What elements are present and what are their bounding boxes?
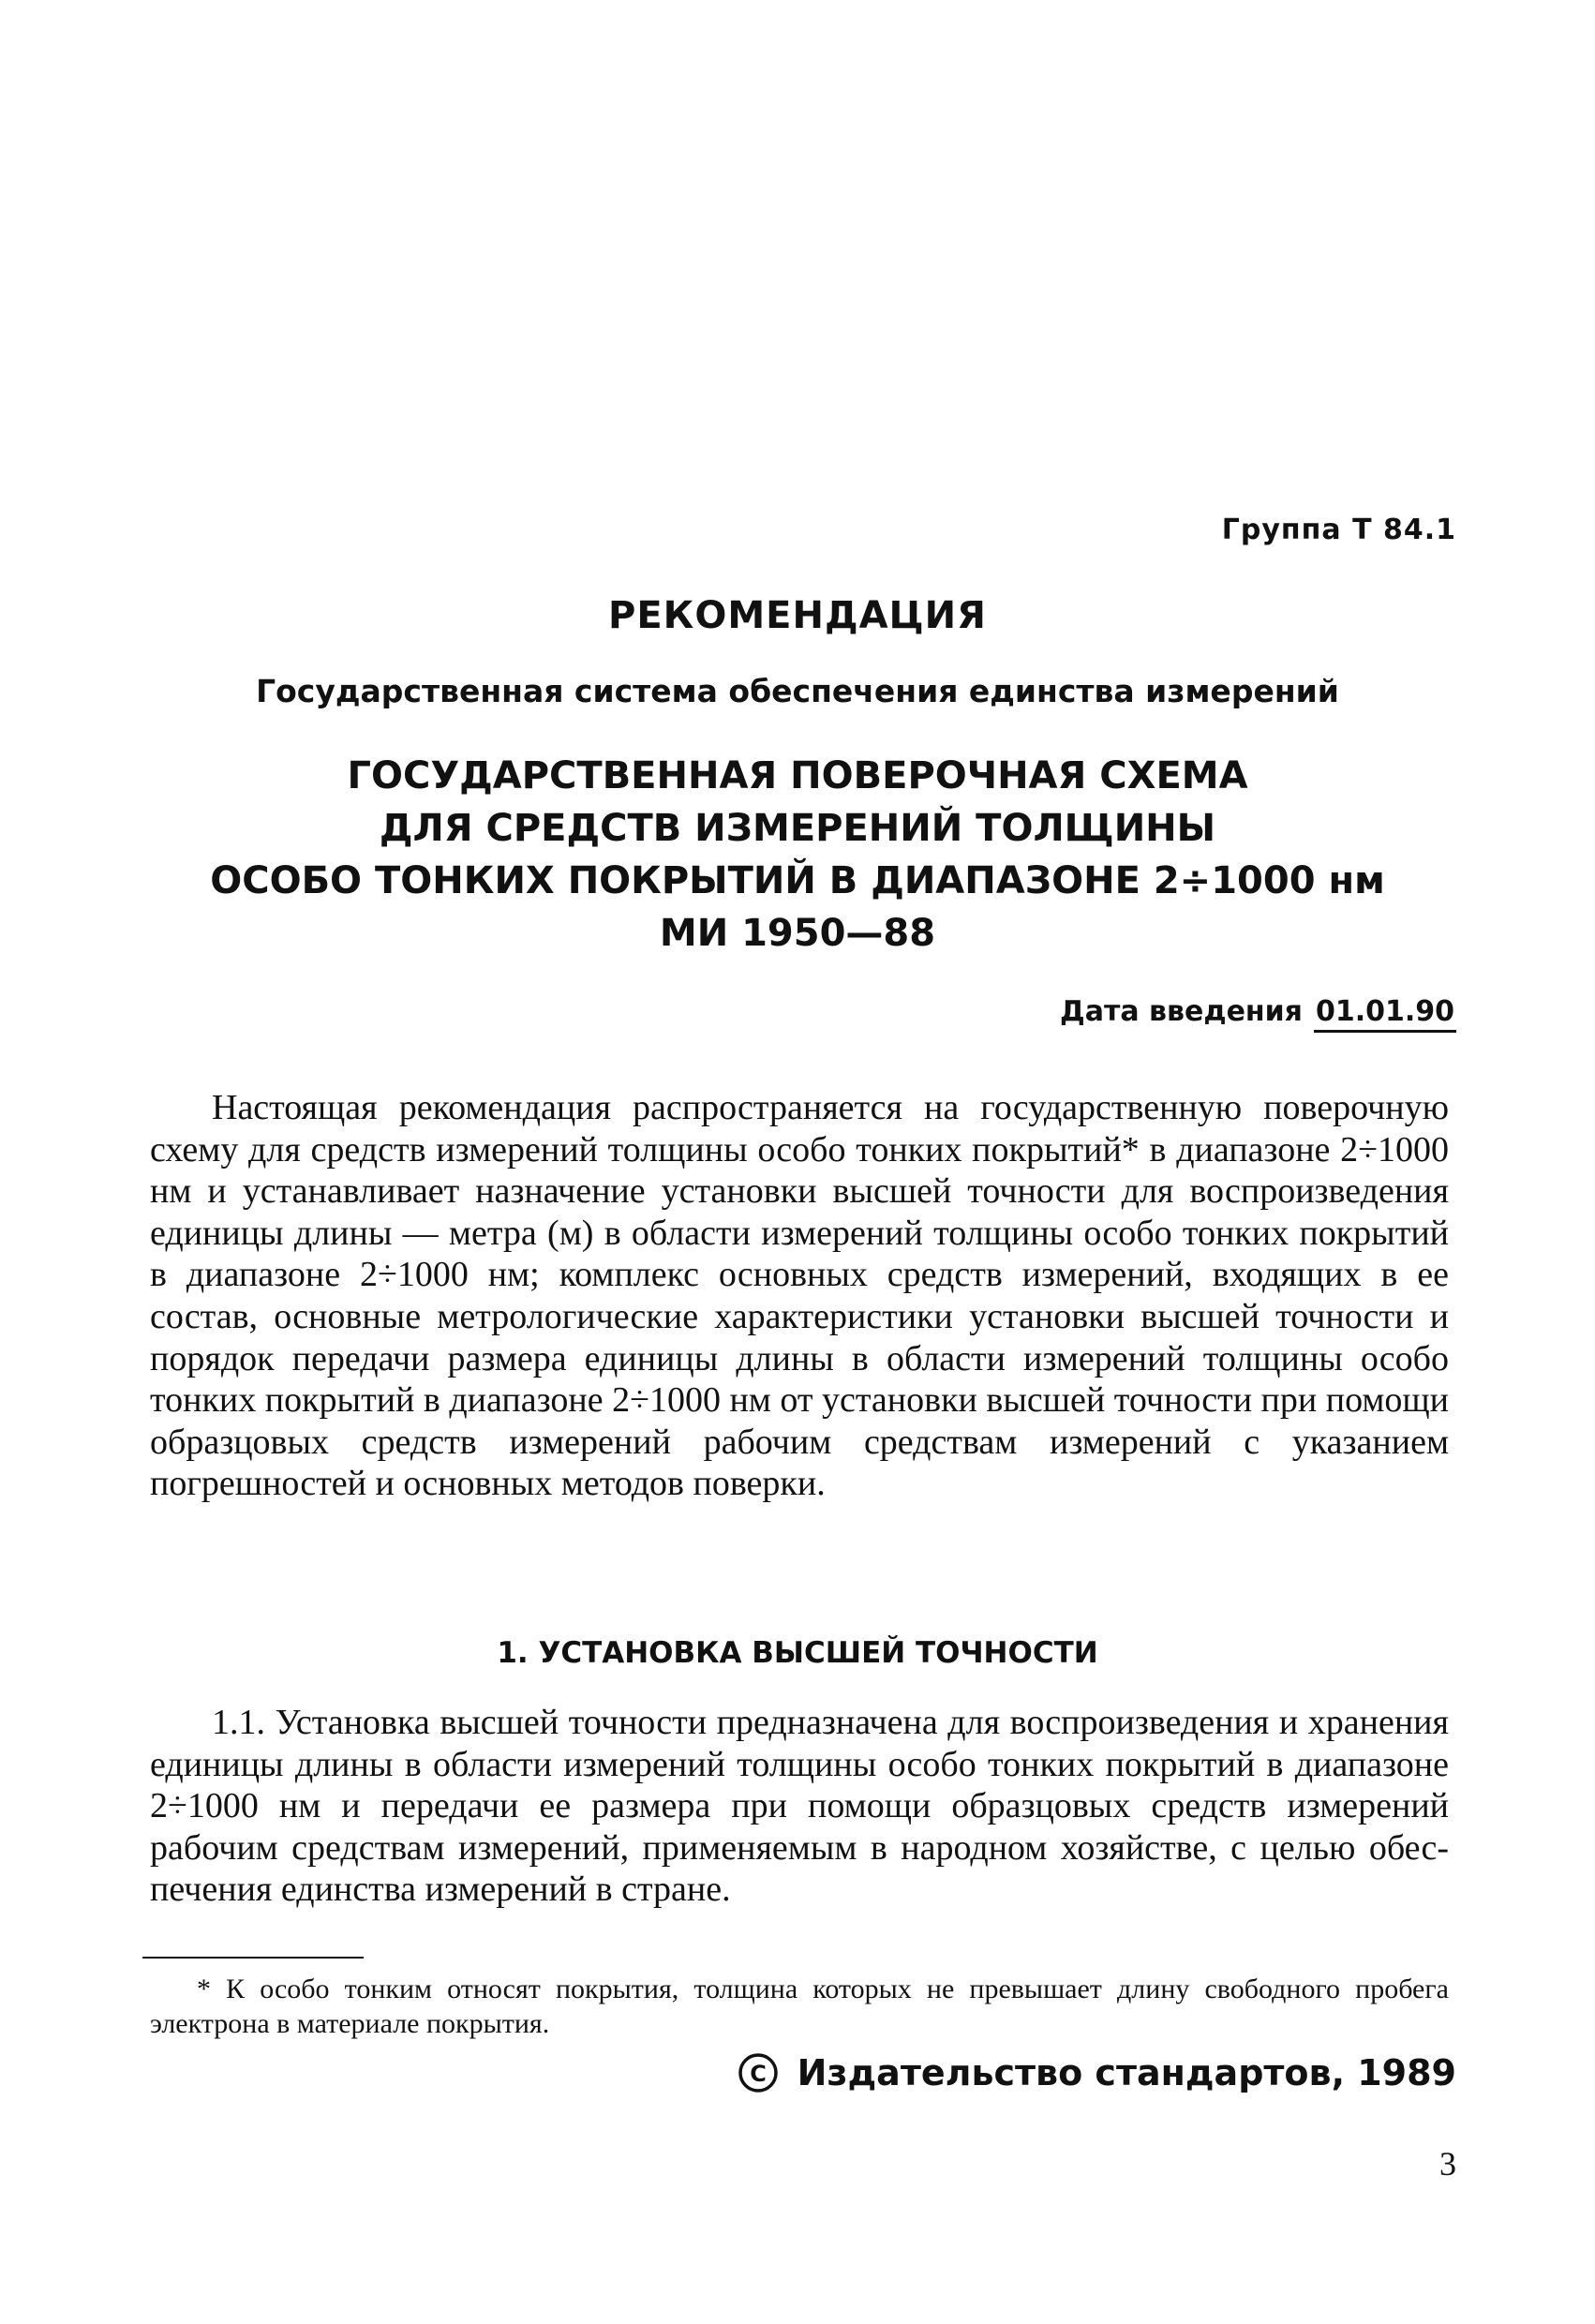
system-name: Государственная система обеспечения единства измерений [256, 673, 1339, 709]
title-line: ДЛЯ СРЕДСТВ ИЗМЕРЕНИЙ ТОЛЩИНЫ [379, 807, 1216, 850]
footnote: * К особо тонким относят покрытия, толщина которых не превышает длину свободного пробега электрона в материале покрытия. [150, 1974, 1449, 2039]
document-number: МИ 1950—88 [659, 912, 936, 955]
intro-paragraph: Настоящая рекомендация распространяется на государственную поверочную схему для средств измерений толщины особо тонких покрытий* в диапазоне 2÷1000 нм и устанавливает назначение установки высшей точности для воспроизведения единицы длины — метра (м) в области измерений толщины особо тонких покрытий в диапазоне 2÷1000 нм; комплекс основных средств измерений, входящих в ее состав, основные метрологические характеристики установки высшей точности и порядок передачи размера единицы длины в области измерений толщины особо тонких покрытий в диапазоне 2÷1000 нм от установки высшей точности при помощи образцовых средств измерений рабочим средствам измерений с указанием погрешностей и основных методов поверки. [150, 1088, 1449, 1504]
document-title [0, 750, 1595, 960]
page-number: 3 [1439, 2145, 1456, 2182]
copyright-icon [738, 2052, 779, 2093]
clause-paragraph: 1.1. Установка высшей точности предназначена для воспроизведения и хранения единицы длины в области измерений толщины особо тонких покрытий в диапазоне 2÷1000 нм и передачи ее размера при помощи образцовых средств измерений рабочим средствам измерений, применяемым в народном хозяйстве, с целью обеспечения единства измерений в стране. [150, 1703, 1449, 1910]
intro-date-label: Дата введения [1060, 995, 1303, 1028]
footnote-divider [142, 1957, 364, 1959]
title-line: ГОСУДАРСТВЕННАЯ ПОВЕРОЧНАЯ СХЕМА [347, 754, 1248, 797]
copyright-notice [738, 2052, 1456, 2093]
introduction-date [1060, 995, 1456, 1028]
section-heading: 1. УСТАНОВКА ВЫСШЕЙ ТОЧНОСТИ [497, 1636, 1098, 1670]
intro-date-value: 01.01.90 [1314, 995, 1456, 1033]
document-type: РЕКОМЕНДАЦИЯ [608, 594, 987, 637]
group-code: Группа Т 84.1 [1221, 514, 1456, 546]
svg-text:C: C [749, 2061, 767, 2087]
title-line: ОСОБО ТОНКИХ ПОКРЫТИЙ В ДИАПАЗОНЕ 2÷1000 нм [210, 859, 1385, 902]
copyright-text: Издательство стандартов, 1989 [797, 2052, 1456, 2093]
